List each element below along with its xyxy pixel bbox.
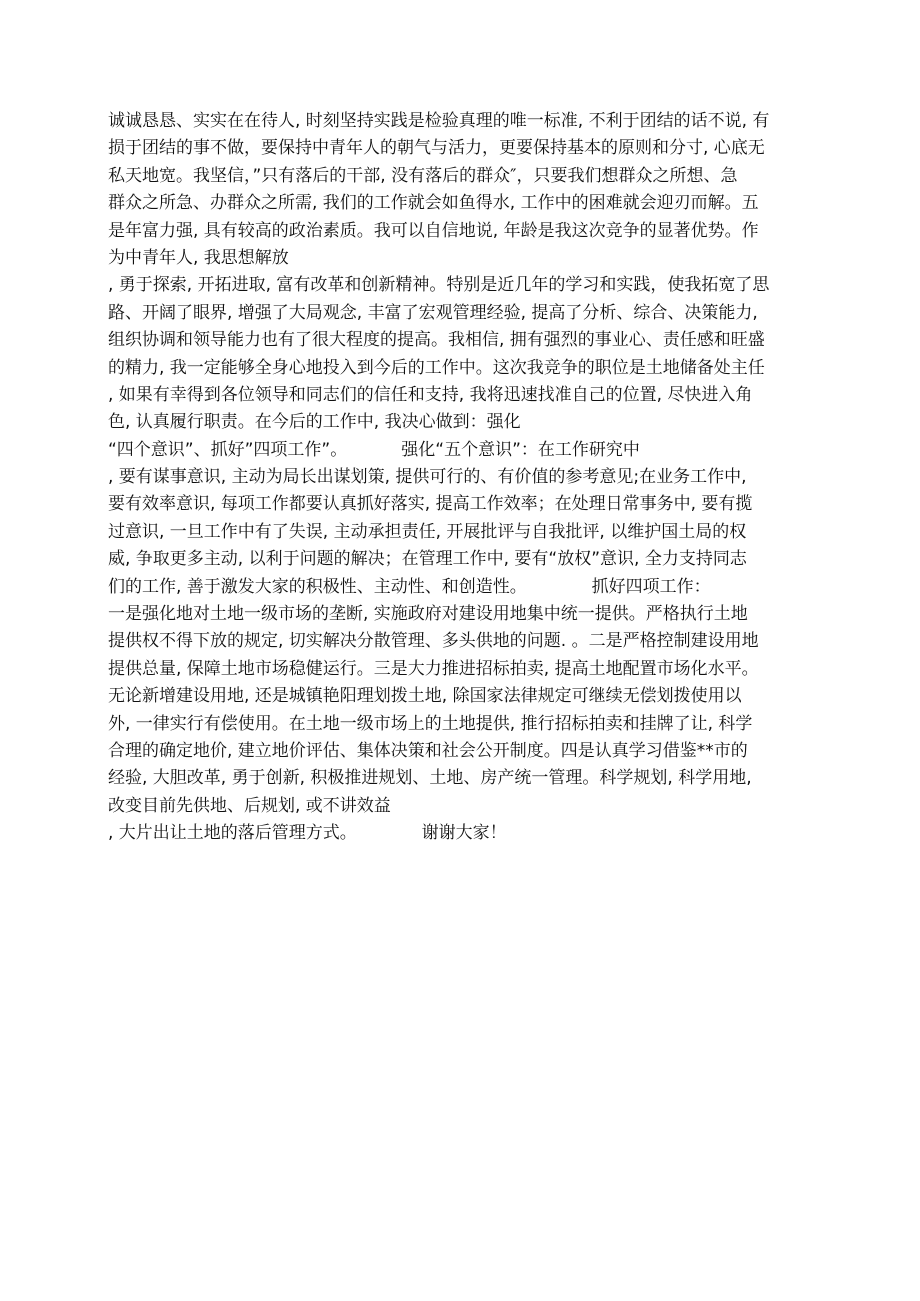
text-line: 为中青年人, 我思想解放 <box>108 247 289 268</box>
text-line: 路、开阔了眼界, 增强了大局观念, 丰富了宏观管理经验, 提高了分析、综合、决策能力, <box>108 302 758 323</box>
text-line: 损于团结的事不做，要保持中青年人的朝气与活力，更要保持基本的原则和分寸, 心底无 <box>108 138 765 159</box>
text-line: 诚诚恳恳、实实在在待人, 时刻坚持实践是检验真理的唯一标准, 不利于团结的话不说, 有 <box>108 111 770 131</box>
text-line: 提供权不得下放的规定, 切实解决分散管理、多头供地的问题. 。二是严格控制建设用地 <box>108 631 759 652</box>
text-line: 是年富力强, 具有较高的政治素质。我可以自信地说, 年龄是我这次竞争的显著优势。作 <box>108 220 759 241</box>
text-line: “四个意识”、抓好”四项工作”。 强化“五个意识”：在工作研究中 <box>108 439 640 460</box>
text-line: 外, 一律实行有偿使用。在土地一级市场上的土地提供, 推行招标拍卖和挂牌了让, 科学 <box>108 713 753 734</box>
text-line: 经验, 大胆改革, 勇于创新, 积极推进规划、土地、房产统一管理。科学规划, 科学用地, <box>108 768 752 789</box>
text-line: 无论新增建设用地, 还是城镇艳阳理划拨土地, 除国家法律规定可继续无偿划拨使用以 <box>108 686 742 707</box>
text-line: 提供总量, 保障土地市场稳健运行。三是大力推进招标拍卖, 提高土地配置市场化水平。 <box>108 658 759 679</box>
text-line: 要有效率意识, 每项工作都要认真抓好落实, 提高工作效率；在处理日常事务中, 要有揽 <box>108 494 753 515</box>
text-line: 们的工作, 善于激发大家的积极性、主动性、和创造性。 抓好四项工作： <box>108 576 711 597</box>
text-line: , 如果有幸得到各位领导和同志们的信任和支持, 我将迅速找准自己的位置, 尽快进入角 <box>108 384 753 405</box>
text-line: 合理的确定地价, 建立地价评估、集体决策和社会公开制度。四是认真学习借鉴**市的 <box>108 740 748 761</box>
text-line: 私天地宽。我坚信，”只有落后的干部, 没有落后的群众″，只要我们想群众之所想、急 <box>108 165 738 186</box>
text-line: , 大片出让土地的落后管理方式。 谢谢大家！ <box>108 823 507 844</box>
text-line: 过意识, 一旦工作中有了失误, 主动承担责任, 开展批评与自我批评, 以维护国土局的权 <box>108 521 747 542</box>
text-line: 的精力, 我一定能够全身心地投入到今后的工作中。这次我竞争的职位是土地储备处主任 <box>108 357 765 378</box>
text-line: , 要有谋事意识, 主动为局长出谋划策, 提供可行的、有价值的参考意见;在业务工作中, <box>108 467 747 488</box>
text-line: , 勇于探索, 开拓进取, 富有改革和创新精神。特别是近几年的学习和实践，使我拓宽了思 <box>108 275 770 296</box>
text-line: 改变目前先供地、后规划, 或不讲效益 <box>108 795 391 816</box>
document-body <box>108 108 828 848</box>
text-line: 组织协调和领导能力也有了很大程度的提高。我相信, 拥有强烈的事业心、责任感和旺盛 <box>108 330 765 351</box>
text-line: 一是强化地对土地一级市场的垄断, 实施政府对建设用地集中统一提供。严格执行土地 <box>108 604 748 625</box>
text-line: 色, 认真履行职责。在今后的工作中, 我决心做到：强化 <box>108 412 521 433</box>
text-line: 群众之所急、办群众之所需, 我们的工作就会如鱼得水, 工作中的困难就会迎刃而解。五 <box>108 193 759 214</box>
text-line: 威, 争取更多主动, 以利于问题的解决；在管理工作中, 要有“放权”意识, 全力支持同志 <box>108 549 747 570</box>
